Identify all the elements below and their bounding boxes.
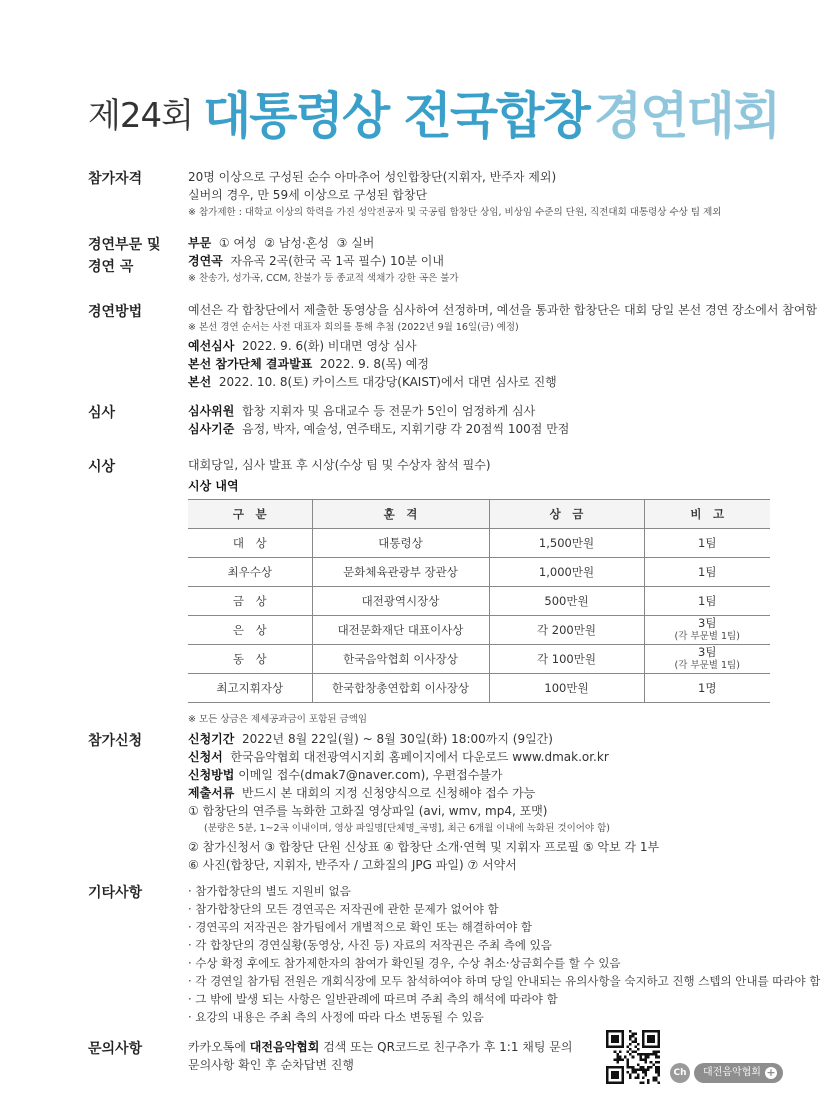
- award-note-sub: (각 부문별 1팀): [674, 631, 740, 642]
- section-label: 경연방법: [88, 304, 143, 320]
- form-value: 한국음악협회 대전광역시지회 홈페이지에서 다운로드 www.dmak.or.kr: [230, 750, 609, 764]
- section-body: [188, 301, 818, 391]
- awards-table: [188, 499, 770, 703]
- list-item: · 참가합창단의 모든 경연곡은 저작권에 관한 문제가 없어야 함: [188, 902, 499, 916]
- doc-item: ① 합창단의 연주를 녹화한 고화질 영상파일 (avi, wmv, mp4, 포맷): [188, 804, 548, 818]
- division-row: [188, 234, 795, 252]
- section-label: 시상: [88, 459, 116, 475]
- final-row: [188, 373, 795, 391]
- result-value: 2022. 9. 8(목) 예정: [319, 357, 429, 371]
- title-main: 대통령상 전국합창: [202, 87, 589, 145]
- award-honor: 문화체육관광부 장관상: [312, 558, 489, 587]
- how-row: [188, 766, 795, 784]
- award-honor: 대전광역시장상: [312, 587, 489, 616]
- table-row: [188, 616, 770, 645]
- section-label: 참가자격: [88, 171, 143, 187]
- docs-row: [188, 784, 795, 802]
- eligibility-line: 실버의 경우, 만 59세 이상으로 구성된 합창단: [188, 188, 428, 202]
- form-row: [188, 748, 795, 766]
- page-title: [88, 76, 779, 148]
- column-header: 훈 격: [312, 500, 489, 529]
- division-item: ② 남성·혼성: [264, 236, 329, 250]
- list-item: · 수상 확정 후에도 참가제한자의 참여가 확인될 경우, 수상 취소·상금회수를 할 수 있음: [188, 956, 621, 970]
- list-item: · 그 밖에 발생 되는 사항은 일반관례에 따르며 주최 측의 해석에 따라야 함: [188, 992, 558, 1006]
- prelim-value: 2022. 9. 6(화) 비대면 영상 심사: [242, 339, 417, 353]
- table-row: [188, 674, 770, 703]
- list-item: · 경연곡의 저작권은 참가팀에서 개별적으로 확인 또는 해결하여야 함: [188, 920, 532, 934]
- section-body: [188, 168, 795, 222]
- award-category: 동 상: [188, 645, 312, 674]
- contact-text: 카카오톡에: [188, 1040, 246, 1054]
- section-label: 참가신청: [88, 733, 143, 749]
- list-item: · 각 합창단의 경연실황(동영상, 사진 등) 자료의 저작권은 주최 측에 있음: [188, 938, 552, 952]
- eligibility-note: ※ 참가제한 : 대학교 이상의 학력을 가진 성악전공자 및 국공립 합창단 상임, 비상임 수준의 단원, 직전대회 대통령상 수상 팀 제외: [188, 207, 722, 218]
- division-item: ① 여성: [218, 236, 257, 250]
- award-category: 은 상: [188, 616, 312, 645]
- doc-item-note: (분량은 5분, 1~2곡 이내이며, 영상 파일명[단체명_곡명], 최근 6개월 이내에 녹화된 것이어야 함): [204, 823, 611, 834]
- judges-row: [188, 402, 795, 420]
- section-label: 심사: [88, 405, 116, 421]
- kakao-channel-label: 대전음악협회: [703, 1066, 761, 1078]
- division-key: 부문: [188, 236, 212, 250]
- criteria-row: [188, 420, 795, 438]
- award-prize: 500만원: [489, 587, 644, 616]
- section-body: [188, 1038, 595, 1074]
- section-body: [188, 730, 795, 874]
- judges-key: 심사위원: [188, 404, 235, 418]
- kakao-channel-icon: Ch: [670, 1063, 690, 1083]
- section-label: 기타사항: [88, 885, 143, 901]
- award-honor: 한국음악협회 이사장상: [312, 645, 489, 674]
- awards-intro: 대회당일, 심사 발표 후 시상(수상 팀 및 수상자 참석 필수): [188, 458, 491, 472]
- result-key: 본선 참가단체 결과발표: [188, 357, 313, 371]
- award-note: 1팀: [644, 587, 770, 616]
- list-item: · 요강의 내용은 주최 측의 사정에 따라 다소 변동될 수 있음: [188, 1010, 484, 1024]
- contact-line: 문의사항 확인 후 순차답변 진행: [188, 1058, 354, 1072]
- how-value: 이메일 접수(dmak7@naver.com), 우편접수불가: [238, 768, 503, 782]
- table-row: [188, 529, 770, 558]
- section-label: [88, 234, 183, 278]
- docs-key: 제출서류: [188, 786, 235, 800]
- table-row: [188, 645, 770, 674]
- section-body: [188, 402, 795, 438]
- list-item: · 각 경연일 참가팀 전원은 개회식장에 모두 참석하여야 하며 당일 안내되는 유의사항을 숙지하고 진행 스텝의 안내를 따라야 함: [188, 974, 821, 988]
- title-tail: 경연대회: [593, 87, 780, 145]
- prelim-row: [188, 337, 795, 355]
- awards-table-title: [188, 477, 795, 495]
- criteria-key: 심사기준: [188, 422, 235, 436]
- award-honor: 한국합창총연합회 이사장상: [312, 674, 489, 703]
- award-honor: 대전문화재단 대표이사상: [312, 616, 489, 645]
- column-header: 구 분: [188, 500, 312, 529]
- award-prize: 1,500만원: [489, 529, 644, 558]
- final-value: 2022. 10. 8(토) 카이스트 대강당(KAIST)에서 대면 심사로 진행: [218, 375, 557, 389]
- award-prize: 1,000만원: [489, 558, 644, 587]
- method-line: 예선은 각 합창단에서 제출한 동영상을 심사하여 선정하며, 예선을 통과한 합창단은 대회 당일 본선 경연 장소에서 참여함: [188, 303, 818, 317]
- period-value: 2022년 8월 22일(월) ~ 8월 30일(화) 18:00까지 (9일간): [242, 732, 553, 746]
- label-line: 경연부문 및: [88, 237, 161, 253]
- division-item: ③ 실버: [336, 236, 375, 250]
- award-note-main: 3팀: [698, 645, 717, 659]
- contact-line: [188, 1038, 595, 1056]
- criteria-value: 음정, 박자, 예술성, 연주태도, 지휘기량 각 20점씩 100점 만점: [242, 422, 570, 436]
- awards-table-title-text: 시상 내역: [188, 479, 239, 493]
- award-prize: 100만원: [489, 674, 644, 703]
- title-prefix: 제24회: [88, 96, 193, 136]
- section-label: 문의사항: [88, 1041, 143, 1057]
- awards-footnote: ※ 모든 상금은 제세공과금이 포함된 금액임: [188, 714, 368, 725]
- form-key: 신청서: [188, 750, 223, 764]
- award-note: [644, 645, 770, 674]
- column-header: 비 고: [644, 500, 770, 529]
- docs-value: 반드시 본 대회의 지정 신청양식으로 신청해야 접수 가능: [242, 786, 536, 800]
- how-key: 신청방법: [188, 768, 235, 782]
- label-line: 경연 곡: [88, 259, 134, 275]
- award-note: [644, 616, 770, 645]
- method-note: ※ 본선 경연 순서는 사전 대표자 회의를 통해 추첨 (2022년 9월 16일(금) 예정): [188, 322, 519, 333]
- contact-channel-name: 대전음악협회: [249, 1040, 320, 1054]
- period-row: [188, 730, 795, 748]
- judges-value: 합창 지휘자 및 음대교수 등 전문가 5인이 엄정하게 심사: [242, 404, 536, 418]
- award-category: 대 상: [188, 529, 312, 558]
- final-key: 본선: [188, 375, 212, 389]
- award-honor: 대통령상: [312, 529, 489, 558]
- division-note: ※ 찬송가, 성가곡, CCM, 찬불가 등 종교적 색채가 강한 곡은 불가: [188, 273, 459, 284]
- section-body: [188, 234, 795, 288]
- kakao-channel-pill: [694, 1063, 783, 1083]
- award-note-main: 3팀: [698, 616, 717, 630]
- song-key: 경연곡: [188, 254, 223, 268]
- prelim-key: 예선심사: [188, 339, 235, 353]
- qr-code-icon[interactable]: [606, 1030, 660, 1084]
- award-category: 최고지휘자상: [188, 674, 312, 703]
- column-header: 상 금: [489, 500, 644, 529]
- award-prize: 각 100만원: [489, 645, 644, 674]
- award-note: 1팀: [644, 529, 770, 558]
- section-body: [188, 882, 821, 1026]
- table-row: [188, 587, 770, 616]
- table-row: [188, 558, 770, 587]
- award-category: 최우수상: [188, 558, 312, 587]
- list-item: · 참가합창단의 별도 지원비 없음: [188, 884, 351, 898]
- contact-text: 검색 또는 QR코드로 친구추가 후 1:1 채팅 문의: [323, 1040, 573, 1054]
- eligibility-line: 20명 이상으로 구성된 순수 아마추어 성인합창단(지휘자, 반주자 제외): [188, 170, 557, 184]
- table-header-row: [188, 500, 770, 529]
- section-body: [188, 456, 795, 729]
- plus-icon: +: [766, 1065, 776, 1079]
- kakao-channel-button[interactable]: [670, 1062, 783, 1082]
- doc-item: ⑥ 사진(합창단, 지휘자, 반주자 / 고화질의 JPG 파일) ⑦ 서약서: [188, 858, 517, 872]
- song-row: [188, 252, 795, 270]
- doc-item: ② 참가신청서 ③ 합창단 단원 신상표 ④ 합창단 소개·연혁 및 지휘자 프로필 ⑤ 악보 각 1부: [188, 840, 660, 854]
- award-category: 금 상: [188, 587, 312, 616]
- song-value: 자유곡 2곡(한국 곡 1곡 필수) 10분 이내: [230, 254, 444, 268]
- award-note: 1팀: [644, 558, 770, 587]
- award-note: 1명: [644, 674, 770, 703]
- award-note-sub: (각 부문별 1팀): [674, 660, 740, 671]
- result-row: [188, 355, 795, 373]
- period-key: 신청기간: [188, 732, 235, 746]
- award-prize: 각 200만원: [489, 616, 644, 645]
